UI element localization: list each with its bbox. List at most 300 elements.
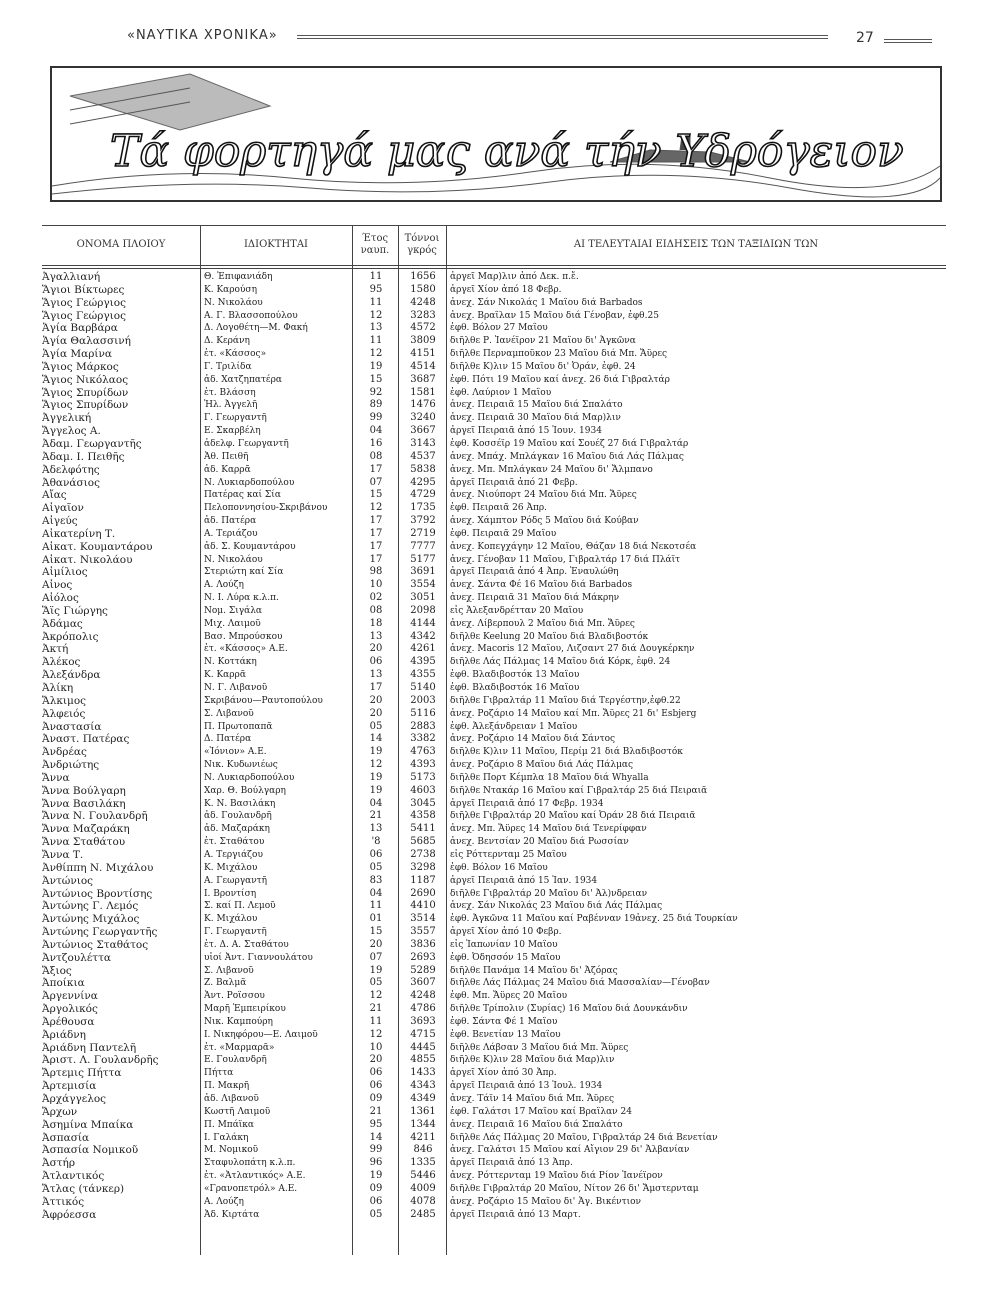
news-cell: ἀνεχ. Χάμπτον Ρόδς 5 Μαΐου διά Κούβαν bbox=[450, 516, 639, 527]
ship-name-cell: Ἁγία Θαλασσινή bbox=[42, 335, 131, 348]
tonnage-cell: 3667 bbox=[410, 425, 436, 437]
year-cell: 11 bbox=[369, 271, 383, 282]
table-row bbox=[42, 900, 946, 913]
tonnage-cell: 4855 bbox=[410, 1054, 436, 1066]
year-cell: 20 bbox=[369, 694, 383, 706]
ship-name-cell: Ἀντώνης Γ. Λεμός bbox=[42, 900, 139, 913]
table-row bbox=[42, 1003, 946, 1016]
year-cell: 12 bbox=[369, 502, 383, 514]
year-cell: 04 bbox=[369, 797, 383, 809]
year-cell: 92 bbox=[369, 386, 383, 398]
owner-cell: Ἀντ. Ροΐσσου bbox=[204, 991, 265, 1002]
owner-cell: Στεριώτη καί Σία bbox=[204, 567, 284, 578]
year-cell: 17 bbox=[369, 682, 383, 693]
table-row bbox=[42, 554, 946, 567]
news-cell: ἀργεῖ Πειραιᾶ ἀπό 15 Ἰουν. 1934 bbox=[450, 426, 602, 437]
tonnage-cell: 3809 bbox=[410, 335, 436, 347]
owner-cell: Π. Μακρῆ bbox=[204, 1081, 250, 1092]
ship-name-cell: Ἀντώνιος bbox=[42, 874, 94, 887]
table-row bbox=[42, 592, 946, 605]
table-row bbox=[42, 412, 946, 425]
ship-name-cell: Ἄννα Σταθάτου bbox=[42, 836, 126, 849]
ship-name-cell: Αἰόλος bbox=[42, 592, 79, 605]
owner-cell: ἑτ. «Κάσσος» bbox=[204, 349, 267, 360]
table-row bbox=[42, 271, 946, 284]
header-year-built: Έτος ναυπ. bbox=[360, 233, 390, 256]
ship-name-cell: Ἀφρόεσσα bbox=[42, 1208, 97, 1221]
table-row bbox=[42, 541, 946, 554]
ship-name-cell: Ἁγία Βαρβάρα bbox=[42, 322, 118, 335]
table-row bbox=[42, 849, 946, 862]
year-cell: 18 bbox=[369, 617, 383, 629]
year-cell: 21 bbox=[369, 810, 383, 822]
ship-name-cell: Ἄρτεμις Πήττα bbox=[42, 1067, 122, 1080]
year-cell: 07 bbox=[369, 951, 383, 963]
news-cell: ἐφθ. Βόλον 27 Μαΐου bbox=[450, 323, 548, 334]
tonnage-cell: 3045 bbox=[410, 797, 436, 809]
year-cell: 13 bbox=[369, 669, 383, 681]
owner-cell: ἀδελφ. Γεωργαντῆ bbox=[204, 438, 289, 449]
news-cell: ἐφθ. Κοσσέϊρ 19 Μαΐου καί Σουέζ 27 διά Γιβραλτάρ bbox=[450, 438, 689, 449]
tonnage-cell: 1581 bbox=[410, 386, 436, 398]
owner-cell: ἀδ. Πατέρα bbox=[204, 516, 257, 527]
news-cell: εἰς Ρόττερνταμ 25 Μαΐου bbox=[450, 849, 567, 860]
news-cell: ἀνεχ. Μπ. Ἄϋρες 14 Μαΐου διά Τενερίφφαν bbox=[450, 824, 647, 835]
owner-cell: ἑτ. «Μαρμαρᾶ» bbox=[204, 1042, 275, 1053]
owner-cell: Σ. καί Π. Λεμοῦ bbox=[204, 901, 276, 912]
news-cell: διῆλθε Λάς Πάλμας 20 Μαΐου, Γιβραλτάρ 24 διά Βενετίαν bbox=[450, 1132, 718, 1143]
tonnage-cell: 5838 bbox=[410, 463, 436, 475]
ship-name-cell: Ἀλεξάνδρα bbox=[42, 669, 101, 682]
tonnage-cell: 4395 bbox=[410, 656, 436, 668]
news-cell: διῆλθε Γιβραλτάρ 20 Μαΐου δι' Ἀλ)νδρειαν bbox=[450, 888, 648, 899]
news-cell: ἐφθ. Ἀγκῶνα 11 Μαΐου καί Ραβένναν 19ἀνεχ. 25 διά Τουρκίαν bbox=[450, 914, 738, 925]
table-row bbox=[42, 1029, 946, 1042]
table-row bbox=[42, 1132, 946, 1145]
ship-name-cell: Ἀρχάγγελος bbox=[42, 1093, 107, 1105]
news-cell: ἀνεχ. Σάν Νικολάς 1 Μαΐου διά Barbados bbox=[450, 297, 643, 308]
news-cell: ἀνεχ. Νιούπορτ 24 Μαΐου διά Μπ. Ἄϋρες bbox=[450, 490, 637, 501]
tonnage-cell: 4572 bbox=[410, 322, 436, 334]
news-cell: ἀνεχ. Πειραιᾶ 16 Μαΐου διά Σπαλάτο bbox=[450, 1119, 623, 1130]
tonnage-cell: 4144 bbox=[410, 617, 436, 629]
owner-cell: ἑτ. Βλάσση bbox=[204, 387, 256, 398]
news-cell: ἀνεχ. Γαλάτσι 15 Μαΐου καί Αἴγιον 29 δι' Ἀλβανίαν bbox=[450, 1145, 690, 1156]
ship-name-cell: Ἀργολικός bbox=[42, 1003, 98, 1016]
news-cell: διῆλθε Πορτ Κέμπλα 18 Μαΐου διά Whyalla bbox=[450, 772, 649, 783]
tonnage-cell: 4786 bbox=[410, 1003, 436, 1015]
table-row bbox=[42, 913, 946, 926]
year-cell: 99 bbox=[369, 412, 383, 424]
table-row bbox=[42, 785, 946, 798]
tonnage-cell: 1433 bbox=[410, 1067, 436, 1079]
owner-cell: ἑτ. Δ. Α. Σταθάτου bbox=[204, 939, 289, 950]
table-row bbox=[42, 836, 946, 849]
owner-cell: Κ. Μιχάλου bbox=[204, 914, 258, 925]
owner-cell: Μ. Νομικοῦ bbox=[204, 1145, 259, 1156]
ship-name-cell: Ἄννα bbox=[42, 771, 70, 784]
year-cell: 15 bbox=[369, 489, 383, 501]
news-cell: ἐφθ. Βενετίαν 13 Μαΐου bbox=[450, 1029, 561, 1040]
news-cell: ἐφθ. Ὀδησσόν 15 Μαΐου bbox=[450, 952, 561, 963]
news-cell: ἀνεχ. Ροζάριο 15 Μαΐου δι' Ἀγ. Βικέντιον bbox=[450, 1196, 641, 1207]
ship-name-cell: Ἀρτεμισία bbox=[42, 1080, 97, 1093]
owner-cell: Ν. Κοττάκη bbox=[204, 657, 257, 668]
table-row bbox=[42, 888, 946, 901]
news-cell: ἀνεχ. Γένοβαν 11 Μαΐου, Γιβραλτάρ 17 διά Πλάϊτ bbox=[450, 554, 681, 565]
tonnage-cell: 4603 bbox=[410, 784, 436, 796]
ship-name-cell: Ἄννα Τ. bbox=[42, 848, 84, 861]
tonnage-cell: 5177 bbox=[410, 553, 436, 565]
tonnage-cell: 2690 bbox=[410, 887, 436, 899]
year-cell: 12 bbox=[369, 348, 383, 360]
table-row bbox=[42, 669, 946, 682]
table-row bbox=[42, 1144, 946, 1157]
table-row bbox=[42, 605, 946, 618]
tonnage-cell: 3607 bbox=[410, 977, 436, 989]
year-cell: 19 bbox=[369, 1170, 383, 1182]
header-rule bbox=[884, 42, 932, 43]
ship-name-cell: Αἶνος bbox=[42, 579, 73, 592]
table-row bbox=[42, 335, 946, 348]
table-row bbox=[42, 810, 946, 823]
owner-cell: Κ. Ν. Βασιλάκη bbox=[204, 798, 276, 809]
year-cell: 10 bbox=[369, 1041, 383, 1053]
tonnage-cell: 1580 bbox=[410, 283, 436, 295]
ship-name-cell: Ἀναστ. Πατέρας bbox=[42, 733, 130, 746]
news-cell: ἀνεχ. Μπ. Μπλάγκαν 24 Μαΐου δι' Ἄλμπανο bbox=[450, 464, 653, 475]
owner-cell: ἀδ. Μαζαράκη bbox=[204, 824, 270, 835]
table-row bbox=[42, 438, 946, 451]
year-cell: 20 bbox=[369, 938, 383, 950]
table-row bbox=[42, 566, 946, 579]
table-row bbox=[42, 631, 946, 644]
owner-cell: Α. Λούζη bbox=[204, 580, 244, 591]
owner-cell: Ε. Σκαρβέλη bbox=[204, 426, 261, 437]
ship-name-cell: Ἀποίκια bbox=[42, 977, 85, 990]
tonnage-cell: 3382 bbox=[410, 733, 436, 745]
tonnage-cell: 4410 bbox=[410, 900, 436, 912]
ship-name-cell: Ἀκτή bbox=[42, 643, 69, 656]
table-row bbox=[42, 297, 946, 310]
year-cell: 21 bbox=[369, 1105, 383, 1117]
table-row bbox=[42, 952, 946, 965]
tonnage-cell: 4514 bbox=[410, 360, 436, 372]
year-cell: 06 bbox=[369, 848, 383, 860]
table-row bbox=[42, 1157, 946, 1170]
ship-name-cell: Ἀντώνης Γεωργαντῆς bbox=[42, 926, 158, 939]
table-row bbox=[42, 399, 946, 412]
news-cell: ἀργεῖ Μαρ)λιν ἀπό Δεκ. π.ἔ. bbox=[450, 272, 579, 282]
owner-cell: Κ. Καρούση bbox=[204, 284, 257, 295]
ship-name-cell: Ἅγιοι Βίκτωρες bbox=[42, 283, 125, 296]
tonnage-cell: 2693 bbox=[410, 951, 436, 963]
table-row bbox=[42, 1183, 946, 1196]
tonnage-cell: 3298 bbox=[410, 861, 436, 873]
ship-name-cell: Ἀσπασία Νομικοῦ bbox=[42, 1144, 139, 1157]
tonnage-cell: 5116 bbox=[410, 707, 436, 719]
owner-cell: Βασ. Μπρούσκου bbox=[204, 631, 283, 642]
year-cell: 15 bbox=[369, 373, 383, 385]
table-row bbox=[42, 965, 946, 978]
year-cell: 99 bbox=[369, 1144, 383, 1156]
news-cell: ἐφθ. Πειραιᾶ 29 Μαΐου bbox=[450, 528, 557, 539]
tonnage-cell: 1344 bbox=[410, 1118, 436, 1130]
table-row bbox=[42, 1170, 946, 1183]
table-row bbox=[42, 759, 946, 772]
owner-cell: Σταφυλοπάτη κ.λ.π. bbox=[204, 1158, 296, 1169]
ship-name-cell: Ἀνθίππη Ν. Μιχάλου bbox=[42, 861, 154, 874]
owner-cell: Ἀδ. Κιρτάτα bbox=[204, 1209, 260, 1220]
owner-cell: Δ. Κεράνη bbox=[204, 336, 250, 347]
ship-name-cell: Αἰγεύς bbox=[42, 515, 78, 528]
ship-name-cell: Ἀρέθουσα bbox=[42, 1015, 95, 1028]
table-row bbox=[42, 579, 946, 592]
ship-name-cell: Αἰμίλιος bbox=[42, 566, 88, 579]
header-gross-tons: Τόννοι γκρός bbox=[404, 233, 440, 256]
ship-name-cell: Ἀριάδνη bbox=[42, 1028, 86, 1041]
news-cell: ἀνεχ. Κοπεγχάγην 12 Μαΐου, Θάζαν 18 διά Νεκοτσέα bbox=[450, 541, 697, 552]
news-cell: ἐφθ. Βλαδιβοστόκ 13 Μαΐου bbox=[450, 670, 580, 681]
tonnage-cell: 846 bbox=[413, 1144, 433, 1156]
year-cell: 13 bbox=[369, 322, 383, 334]
tonnage-cell: 5140 bbox=[410, 682, 436, 693]
table-row bbox=[42, 862, 946, 875]
tonnage-cell: 1476 bbox=[410, 399, 436, 411]
owner-cell: Σ. Λιβανοῦ bbox=[204, 708, 254, 719]
tonnage-cell: 2738 bbox=[410, 848, 436, 860]
year-cell: 19 bbox=[369, 360, 383, 372]
owner-cell: Α. Γ. Βλασσοπούλου bbox=[204, 310, 298, 321]
year-cell: 17 bbox=[369, 540, 383, 552]
ship-name-cell: Αἰκατ. Νικολάου bbox=[42, 553, 133, 566]
tonnage-cell: 3514 bbox=[410, 913, 436, 925]
tonnage-cell: 1735 bbox=[410, 502, 436, 514]
owner-cell: Α. Τεργιάζου bbox=[204, 849, 263, 860]
header-ship-name: ΟΝΟΜΑ ΠΛΟΙΟΥ bbox=[76, 239, 166, 250]
ship-name-cell: Ἄγγελος Α. bbox=[42, 425, 101, 438]
table-row bbox=[42, 746, 946, 759]
tonnage-cell: 2719 bbox=[410, 527, 436, 539]
table-row bbox=[42, 528, 946, 541]
table-row bbox=[42, 322, 946, 335]
owner-cell: Σ. Λιβανοῦ bbox=[204, 965, 254, 976]
owner-cell: Κωστῆ Λαιμοῦ bbox=[204, 1106, 271, 1117]
owner-cell: Κ. Μιχάλου bbox=[204, 862, 258, 873]
news-cell: ἀνεχ. Πειραιᾶ 15 Μαΐου διά Σπαλάτο bbox=[450, 400, 623, 411]
table-row bbox=[42, 1093, 946, 1106]
news-cell: εἰς Ἰαπωνίαν 10 Μαΐου bbox=[450, 939, 558, 950]
table-row bbox=[42, 310, 946, 323]
ship-name-cell: Ἀριστ. Λ. Γουλανδρῆς bbox=[42, 1054, 159, 1067]
news-cell: ἐφθ. Γαλάτσι 17 Μαΐου καί Βραΐλαν 24 bbox=[450, 1106, 632, 1117]
year-cell: 11 bbox=[369, 296, 383, 308]
owner-cell: Ἀθ. Πειθῆ bbox=[204, 451, 249, 462]
year-cell: 05 bbox=[369, 861, 383, 873]
ship-name-cell: Ἀντζουλέττα bbox=[42, 951, 111, 964]
year-cell: 04 bbox=[369, 425, 383, 437]
owner-cell: Νομ. Σιγάλα bbox=[204, 605, 262, 616]
owner-cell: Ζ. Βαλμᾶ bbox=[204, 978, 247, 989]
news-cell: ἀργεῖ Χίον ἀπό 18 Φεβρ. bbox=[450, 284, 562, 295]
ship-name-cell: Ἄννα Βούλγαρη bbox=[42, 784, 126, 797]
news-cell: ἀργεῖ Πειραιᾶ ἀπό 17 Φεβρ. 1934 bbox=[450, 798, 604, 809]
ship-name-cell: Αἰκατερίνη Τ. bbox=[42, 527, 116, 540]
year-cell: 05 bbox=[369, 720, 383, 732]
ship-name-cell: Ἀντώνιος Βροντίσης bbox=[42, 887, 153, 900]
year-cell: 17 bbox=[369, 553, 383, 565]
owner-cell: Γ. Γεωργαντῆ bbox=[204, 413, 267, 424]
tonnage-cell: 5289 bbox=[410, 964, 436, 976]
table-row bbox=[42, 1042, 946, 1055]
news-cell: ἀνεχ. Βεντσίαν 20 Μαΐου διά Ρωσσίαν bbox=[450, 837, 629, 848]
year-cell: 09 bbox=[369, 1093, 383, 1104]
ship-name-cell: Ἀργεννίνα bbox=[42, 990, 98, 1003]
owner-cell: Δ. Πατέρα bbox=[204, 734, 252, 745]
tonnage-cell: 4445 bbox=[410, 1041, 436, 1053]
table-row bbox=[42, 875, 946, 888]
news-cell: διῆλθε Γιβραλτάρ 11 Μαΐου διά Τεργέστην,ἐφθ.22 bbox=[450, 695, 681, 706]
year-cell: 12 bbox=[369, 759, 383, 771]
year-cell: 13 bbox=[369, 630, 383, 642]
owner-cell: ἑτ. «Ἀτλαντικός» Α.Ε. bbox=[204, 1171, 306, 1182]
ship-name-cell: Ἄννα Μαζαράκη bbox=[42, 823, 130, 836]
news-cell: ἀνεχ. Βραΐλαν 15 Μαΐου διά Γένοβαν, ἐφθ.25 bbox=[450, 310, 659, 321]
tonnage-cell: 3554 bbox=[410, 579, 436, 591]
year-cell: 17 bbox=[369, 527, 383, 539]
table-row bbox=[42, 721, 946, 734]
tonnage-cell: 5446 bbox=[410, 1170, 436, 1182]
news-cell: ἐφθ. Βλαδιβοστόκ 16 Μαΐου bbox=[450, 683, 580, 693]
tonnage-cell: 3240 bbox=[410, 412, 436, 424]
table-row bbox=[42, 1196, 946, 1209]
tonnage-cell: 4342 bbox=[410, 630, 436, 642]
owner-cell: «Γρανοπετρόλ» Α.Ε. bbox=[204, 1183, 298, 1194]
news-cell: ἀργεῖ Πειραιᾶ ἀπό 4 Ἀπρ. Ἐναυλώθη bbox=[450, 567, 619, 578]
owner-cell: Νικ. Κυδωνιέως bbox=[204, 760, 278, 771]
news-cell: διῆλθε Τρίπολιν (Συρίας) 16 Μαΐου διά Δουνκάνδιν bbox=[450, 1004, 688, 1015]
ship-name-cell: Ἄννα Ν. Γουλανδρῆ bbox=[42, 810, 148, 823]
ship-name-cell: Ἀντώνης Μιχάλος bbox=[42, 913, 140, 926]
owner-cell: ἀδ. Χατζηπατέρα bbox=[204, 374, 282, 385]
ship-name-cell: Ἀτλαντικός bbox=[42, 1170, 105, 1183]
tonnage-cell: 4248 bbox=[410, 296, 436, 308]
header-latest-news: ΑΙ ΤΕΛΕΥΤΑΙΑΙ ΕΙΔΗΣΕΙΣ ΤΩΝ ΤΑΞΙΔΙΩΝ ΤΩΝ bbox=[573, 239, 819, 250]
news-cell: ἀνεχ. Λίβερπουλ 2 Μαΐου διά Μπ. Ἄϋρες bbox=[450, 618, 635, 629]
ship-name-cell: Ἀνδριώτης bbox=[42, 759, 100, 772]
year-cell: 12 bbox=[369, 1028, 383, 1040]
year-cell: 06 bbox=[369, 656, 383, 668]
owner-cell: ἑτ. «Κάσσος» Α.Ε. bbox=[204, 644, 288, 655]
tonnage-cell: 4537 bbox=[410, 450, 436, 462]
tonnage-cell: 4358 bbox=[410, 810, 436, 822]
news-cell: διῆλθε Πανάμα 14 Μαΐου δι' Ἀζόρας bbox=[450, 965, 618, 976]
year-cell: 14 bbox=[369, 733, 383, 745]
news-cell: ἐφθ. Λαύριον 1 Μαΐου bbox=[450, 387, 552, 398]
news-cell: ἀργεῖ Χίον ἀπό 30 Ἀπρ. bbox=[450, 1068, 557, 1079]
table-row bbox=[42, 361, 946, 374]
tonnage-cell: 1656 bbox=[410, 271, 436, 282]
section-banner bbox=[50, 66, 942, 202]
header-owners: ΙΔΙΟΚΤΗΤΑΙ bbox=[243, 239, 309, 250]
year-cell: 96 bbox=[369, 1157, 383, 1169]
news-cell: διῆλθε Περναμποῦκον 23 Μαΐου διά Μπ. Ἄϋρες bbox=[450, 349, 668, 360]
ship-name-cell: Ἅγιος Γεώργιος bbox=[42, 296, 126, 309]
ship-name-cell: Ἄρχων bbox=[42, 1105, 78, 1118]
ship-name-cell: Ἀριάδνη Παντελῆ bbox=[42, 1041, 137, 1054]
tonnage-cell: 4349 bbox=[410, 1093, 436, 1104]
tonnage-cell: 1335 bbox=[410, 1157, 436, 1169]
table-row bbox=[42, 1119, 946, 1132]
year-cell: 07 bbox=[369, 476, 383, 488]
year-cell: 83 bbox=[369, 874, 383, 886]
owner-cell: Νικ. Καμπούρη bbox=[204, 1016, 273, 1027]
table-row bbox=[42, 387, 946, 400]
tonnage-cell: 1187 bbox=[410, 874, 436, 886]
tonnage-cell: 2883 bbox=[410, 720, 436, 732]
year-cell: 17 bbox=[369, 463, 383, 475]
ship-name-cell: Ἀσημίνα Μπαίκα bbox=[42, 1118, 134, 1131]
table-row bbox=[42, 656, 946, 669]
tonnage-cell: 5411 bbox=[410, 823, 436, 835]
ship-name-cell: Ἀδαμ. Γεωργαντῆς bbox=[42, 437, 142, 450]
news-cell: ἀνεχ. Σάντα Φέ 16 Μαΐου διά Barbados bbox=[450, 580, 633, 591]
news-cell: διῆλθε Γιβραλτάρ 20 Μαΐου καί Ὀράν 28 διά Πειραιᾶ bbox=[450, 811, 696, 822]
owner-cell: ἀδ. Γουλανδρῆ bbox=[204, 811, 272, 822]
news-cell: διῆλθε Γιβραλτάρ 20 Μαΐου, Νίτον 26 δι' Ἄμστερνταμ bbox=[450, 1183, 699, 1194]
tonnage-cell: 5173 bbox=[410, 771, 436, 783]
tonnage-cell: 3051 bbox=[410, 592, 436, 604]
tonnage-cell: 4343 bbox=[410, 1080, 436, 1092]
ship-name-cell: Ἄτλας (τάνκερ) bbox=[42, 1182, 125, 1195]
year-cell: 89 bbox=[369, 399, 383, 411]
owner-cell: «Ἰόνιον» Α.Ε. bbox=[204, 747, 267, 758]
table-row bbox=[42, 425, 946, 438]
news-cell: διῆλθε Keelung 20 Μαΐου διά Βλαδιβοστόκ bbox=[450, 631, 649, 642]
table-row bbox=[42, 477, 946, 490]
owner-cell: Θ. Ἐπιφανιάδη bbox=[204, 272, 273, 282]
owner-cell: Π. Μπάϊκα bbox=[204, 1119, 255, 1130]
owner-cell: Σκριβάνου—Ραυτοπούλου bbox=[204, 695, 323, 706]
table-row bbox=[42, 1054, 946, 1067]
tonnage-cell: 4009 bbox=[410, 1182, 436, 1194]
tonnage-cell: 1361 bbox=[410, 1105, 436, 1117]
owner-cell: Α. Γεωργαντῆ bbox=[204, 875, 268, 886]
owner-cell: ἀδ. Σ. Κουμαντάρου bbox=[204, 541, 296, 552]
year-cell: 15 bbox=[369, 926, 383, 938]
owner-cell: Πατέρας καί Σία bbox=[204, 490, 281, 501]
owner-cell: Π. Πρωτοπαπᾶ bbox=[204, 721, 273, 732]
table-row bbox=[42, 708, 946, 721]
year-cell: 19 bbox=[369, 771, 383, 783]
table-row bbox=[42, 515, 946, 528]
ship-name-cell: Αἰγαῖον bbox=[42, 502, 84, 515]
table-row bbox=[42, 939, 946, 952]
ship-name-cell: Ἄξιος bbox=[42, 964, 72, 977]
news-cell: ἀργεῖ Πειραιᾶ ἀπό 13 Μαρτ. bbox=[450, 1209, 581, 1220]
table-row bbox=[42, 733, 946, 746]
owner-cell: Ν. Λυκιαρδοπούλου bbox=[204, 477, 295, 488]
header-rule bbox=[297, 38, 828, 39]
year-cell: 12 bbox=[369, 309, 383, 321]
table-row bbox=[42, 1209, 946, 1222]
tonnage-cell: 2003 bbox=[410, 694, 436, 706]
owner-cell: ἀδ. Καρρᾶ bbox=[204, 464, 251, 475]
tonnage-cell: 3283 bbox=[410, 309, 436, 321]
year-cell: 20 bbox=[369, 1054, 383, 1066]
news-cell: ἀργεῖ Πειραιᾶ ἀπό 13 Ἰουλ. 1934 bbox=[450, 1081, 603, 1092]
news-cell: ἀνεχ. Πειραιᾶ 31 Μαΐου διά Μάκρην bbox=[450, 593, 620, 604]
